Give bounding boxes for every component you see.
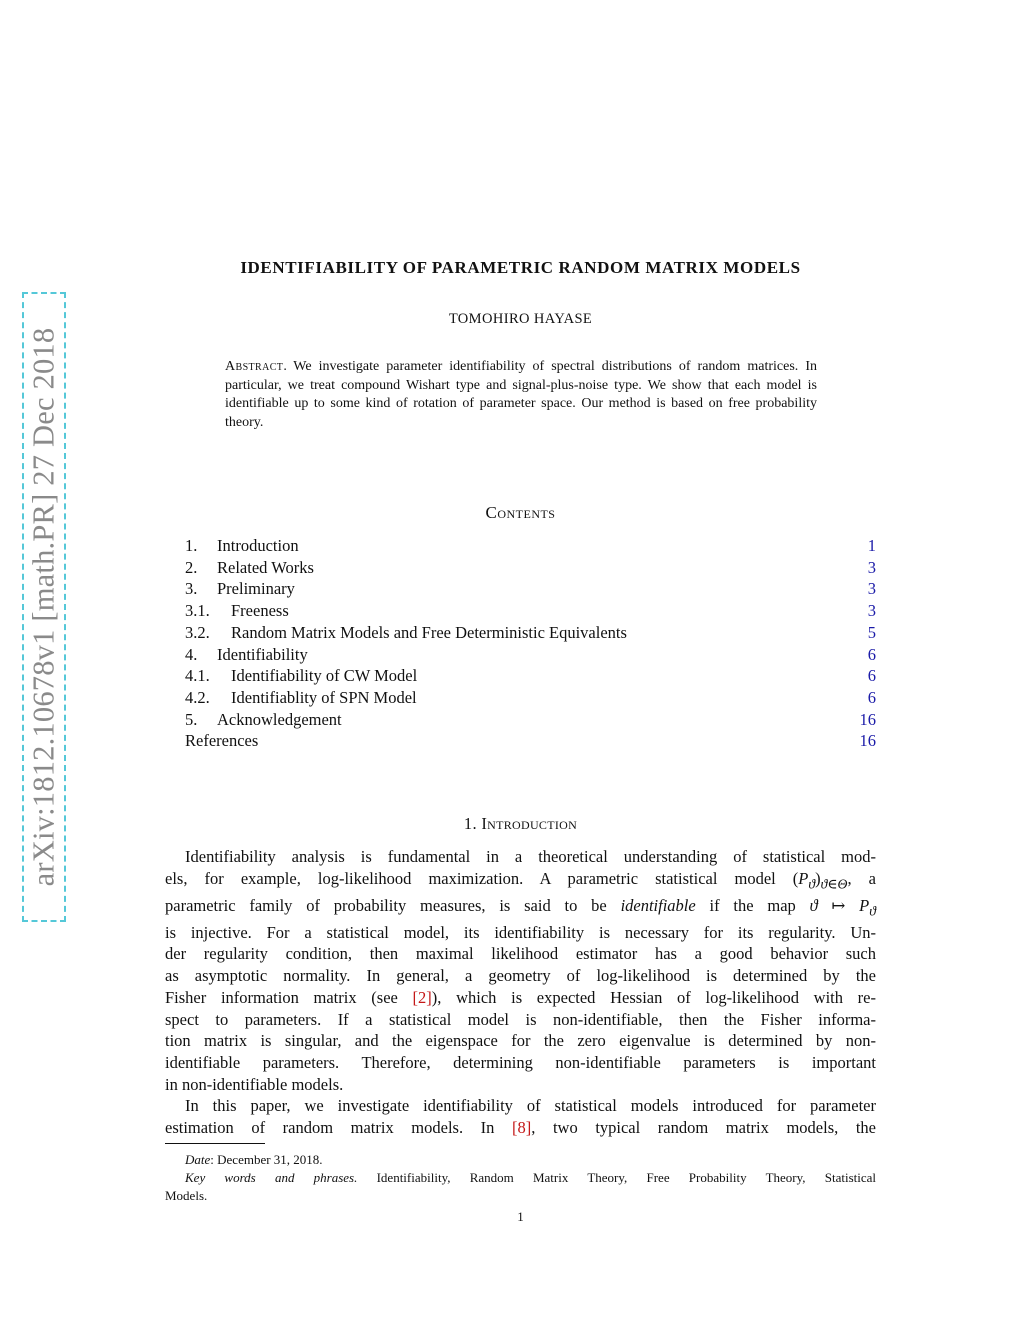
page-number: 1 (517, 1209, 524, 1224)
toc-entry-title: Identifiability (217, 644, 308, 664)
toc-entry-title: Identifiablity of SPN Model (231, 687, 417, 707)
section-heading-introduction (165, 814, 876, 834)
toc-entry-number: 3.1. (185, 601, 210, 621)
toc-entry-number: 2. (185, 557, 198, 577)
toc-entry-number: 3. (185, 579, 198, 599)
footnote-date: Date: December 31, 2018. (185, 1152, 323, 1167)
table-of-contents (185, 535, 876, 752)
toc-entry-title: Introduction (217, 536, 299, 555)
citation-link[interactable]: [2] (412, 987, 432, 1007)
toc-entry-acknowledgement[interactable] (185, 709, 876, 731)
toc-entry-title: References (185, 731, 259, 751)
footnotes (165, 1151, 876, 1205)
toc-page-link[interactable]: 3 (867, 579, 876, 599)
body-line: as asymptotic normality. In general, a geometry of log-likelihood is determined by the (165, 966, 876, 986)
body-line: els, for example, log-likelihood maximization. A parametric statistical model $(P_ϑ)_{ϑ\in\Theta}$, a (165, 868, 876, 891)
body-line: identifiable parameters. Therefore, determining non-identifiable parameters is important (165, 1052, 876, 1072)
footnote-keywords: Key words and phrases. Identifiability, Random Matrix Theory, Free Probability Theory, Statistical (185, 1170, 877, 1185)
abstract-label: Abstract. (225, 359, 288, 374)
body-line: In this paper, we investigate identifiability of statistical models introduced for parameter (185, 1096, 876, 1116)
body-line: spect to parameters. If a statistical model is non-identifiable, then the Fisher informa- (165, 1009, 876, 1029)
toc-page-link[interactable]: 16 (859, 709, 876, 729)
abstract (225, 358, 817, 432)
body-line: in non-identifiable models. (165, 1074, 344, 1094)
emphasis: identifiable (620, 895, 696, 915)
toc-page-link[interactable]: 6 (867, 644, 876, 664)
toc-page-link[interactable]: 1 (867, 536, 876, 555)
body-line: tion matrix is singular, and the eigenspace for the zero eigenvalue is determined by non- (165, 1031, 876, 1051)
toc-entry-preliminary[interactable] (185, 578, 876, 600)
toc-page-link[interactable]: 6 (867, 687, 876, 707)
contents-heading: Contents (485, 503, 556, 522)
toc-entry-number: 1. (185, 536, 198, 555)
toc-page-link[interactable]: 6 (867, 666, 876, 686)
toc-entry-title: Related Works (217, 557, 314, 577)
introduction-body (165, 846, 876, 1139)
toc-page-link[interactable]: 5 (867, 622, 876, 642)
toc-entry-number: 5. (185, 709, 198, 729)
math-p: P (798, 868, 809, 888)
body-line: der regularity condition, then maximal likelihood estimator has a good behavior such (165, 944, 876, 964)
body-line: Fisher information matrix (see [2]), which is expected Hessian of log-likelihood with re- (165, 987, 876, 1007)
toc-entry-random-matrix-models[interactable] (185, 622, 876, 644)
toc-entry-number: 4.2. (185, 687, 210, 707)
toc-entry-freeness[interactable] (185, 600, 876, 622)
abstract-text: We investigate parameter identifiability of spectral distributions of random matrices. In particular, we treat compound Wishart type and signal-plus-noise type. We show that each model is identifiable up to some kind of rotation of parameter space. Our method is based on free probability theory. (225, 359, 817, 430)
toc-entry-spn-model[interactable] (185, 687, 876, 709)
paper-title: IDENTIFIABILITY OF PARAMETRIC RANDOM MATRIX MODELS (240, 258, 801, 277)
arxiv-identifier: arXiv:1812.10678v1 [math.PR] 27 Dec 2018 (26, 327, 61, 887)
toc-entry-title: Preliminary (217, 579, 295, 599)
toc-entry-cw-model[interactable] (185, 665, 876, 687)
toc-entry-number: 4. (185, 644, 198, 664)
toc-entry-title: Identifiability of CW Model (231, 666, 418, 686)
toc-entry-number: 3.2. (185, 622, 210, 642)
section-title: Introduction (481, 814, 578, 833)
footnote-rule (165, 1143, 265, 1144)
section-number: 1. (463, 814, 477, 833)
toc-page-link[interactable]: 16 (859, 731, 876, 751)
body-line: is injective. For a statistical model, its identifiability is necessary for its regularity. Un- (165, 922, 876, 942)
footnote-keywords-continued: Models. (165, 1188, 208, 1203)
math-map: ϑ ↦ P (809, 895, 870, 915)
toc-entry-identifiability[interactable] (185, 644, 876, 666)
toc-page-link[interactable]: 3 (867, 601, 876, 621)
body-line: parametric family of probability measures, is said to be identifiable if the map ϑ ↦ $P_ϑ$ (165, 895, 876, 918)
toc-page-link[interactable]: 3 (867, 557, 876, 577)
toc-entry-references[interactable] (185, 730, 876, 752)
author-name: TOMOHIRO HAYASE (448, 311, 593, 327)
toc-entry-number: 4.1. (185, 666, 210, 686)
body-line: estimation of random matrix models. In [8], two typical random matrix models, the (165, 1118, 876, 1138)
toc-entry-title: Random Matrix Models and Free Deterministic Equivalents (231, 622, 627, 642)
toc-entry-related-works[interactable] (185, 557, 876, 579)
body-line: Identifiability analysis is fundamental in a theoretical understanding of statistical mod- (185, 847, 876, 866)
toc-entry-title: Acknowledgement (217, 709, 342, 729)
citation-link[interactable]: [8] (512, 1118, 532, 1138)
toc-entry-title: Freeness (231, 601, 289, 621)
toc-entry-introduction[interactable] (185, 535, 876, 557)
